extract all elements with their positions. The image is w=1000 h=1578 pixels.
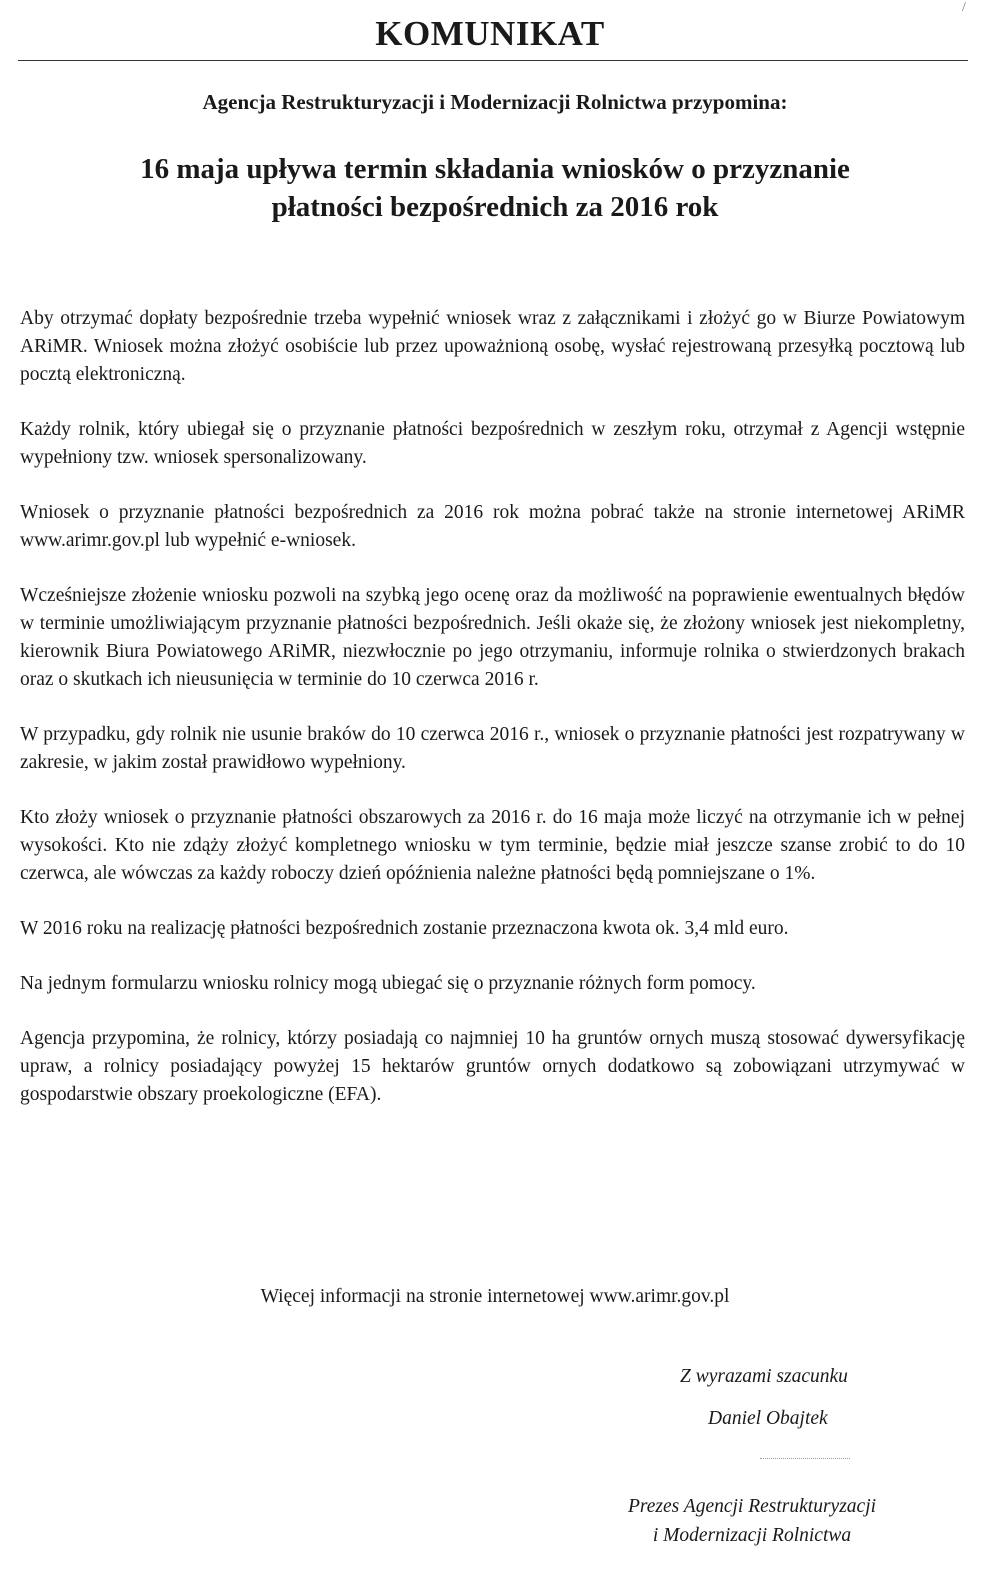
- paragraph-how-to-apply: Aby otrzymać dopłaty bezpośrednie trzeba wypełnić wniosek wraz z załącznikami i złożyć go w Biurze Powiatowym ARiMR. Wniosek można złożyć osobiście lub przez upoważnioną osobę, wysłać rejestrowaną przesyłką pocztową lub pocztą elektroniczną.: [20, 308, 965, 385]
- paragraph-one-form: Na jednym formularzu wniosku rolnicy mogą ubiegać się o przyznanie różnych form pomocy.: [20, 973, 756, 994]
- signer-role-line-1: Prezes Agencji Restrukturyzacji: [628, 1496, 877, 1517]
- headline-line-1: 16 maja upływa termin składania wniosków o przyznanie: [140, 153, 850, 185]
- paragraph-early-submission: Wcześniejsze złożenie wniosku pozwoli na szybką jego ocenę oraz da możliwość na poprawienie ewentualnych błędów w terminie umożliwiającym przyznanie płatności bezpośrednich. Jeśli okaże się, że złożony wniosek jest niekompletny, kierownik Biura Powiatowego ARiMR, niezwłocznie po jego otrzymaniu, informuje rolnika o stwierdzonych brakach oraz o skutkach ich nieusunięcia w terminie do 10 czerwca 2016 r.: [20, 585, 965, 690]
- signature-line: [760, 1458, 850, 1459]
- paragraph-personalized-form: Każdy rolnik, który ubiegał się o przyznanie płatności bezpośrednich w zeszłym roku, otrzymał z Agencji wstępnie wypełniony tzw. wniosek spersonalizowany.: [20, 419, 965, 468]
- paragraph-incomplete: W przypadku, gdy rolnik nie usunie braków do 10 czerwca 2016 r., wniosek o przyznanie płatności jest rozpatrywany w zakresie, w jakim został prawidłowo wypełniony.: [20, 724, 965, 773]
- paragraph-diversification: Agencja przypomina, że rolnicy, którzy posiadają co najmniej 10 ha gruntów ornych muszą stosować dywersyfikację upraw, a rolnicy posiadający powyżej 15 hektarów gruntów ornych dodatkowo są zobowiązani utrzymywać w gospodarstwie obszary proekologiczne (EFA).: [20, 1028, 965, 1105]
- headline: [0, 150, 990, 226]
- agency-line: Agencja Restrukturyzacji i Modernizacji Rolnictwa przypomina:: [202, 90, 788, 114]
- paragraph-deadline: Kto złoży wniosek o przyznanie płatności obszarowych za 2016 r. do 16 maja może liczyć na otrzymanie ich w pełnej wysokości. Kto nie zdąży złożyć kompletnego wniosku w tym terminie, będzie miał jeszcze szanse zrobić to do 10 czerwca, ale wówczas za każdy roboczy dzień opóźnienia należne płatności będą pomniejszane o 1%.: [20, 807, 965, 884]
- more-info-line: Więcej informacji na stronie internetowej www.arimr.gov.pl: [260, 1286, 730, 1307]
- body-text: [20, 305, 965, 1136]
- title-divider: [18, 60, 968, 61]
- headline-line-2: płatności bezpośrednich za 2016 rok: [271, 191, 719, 223]
- paragraph-download: Wniosek o przyznanie płatności bezpośrednich za 2016 rok można pobrać także na stronie internetowej ARiMR www.arimr.gov.pl lub wypełnić e-wniosek.: [20, 502, 965, 551]
- signer-role-line-2: i Modernizacji Rolnictwa: [652, 1525, 852, 1546]
- signer-name: Daniel Obajtek: [708, 1408, 828, 1429]
- signer-role: [628, 1492, 876, 1550]
- closing-phrase: Z wyrazami szacunku: [680, 1366, 848, 1387]
- document-title: KOMUNIKAT: [375, 14, 605, 53]
- scan-mark: /: [962, 0, 966, 15]
- paragraph-budget: W 2016 roku na realizację płatności bezpośrednich zostanie przeznaczona kwota ok. 3,4 mld euro.: [20, 918, 789, 939]
